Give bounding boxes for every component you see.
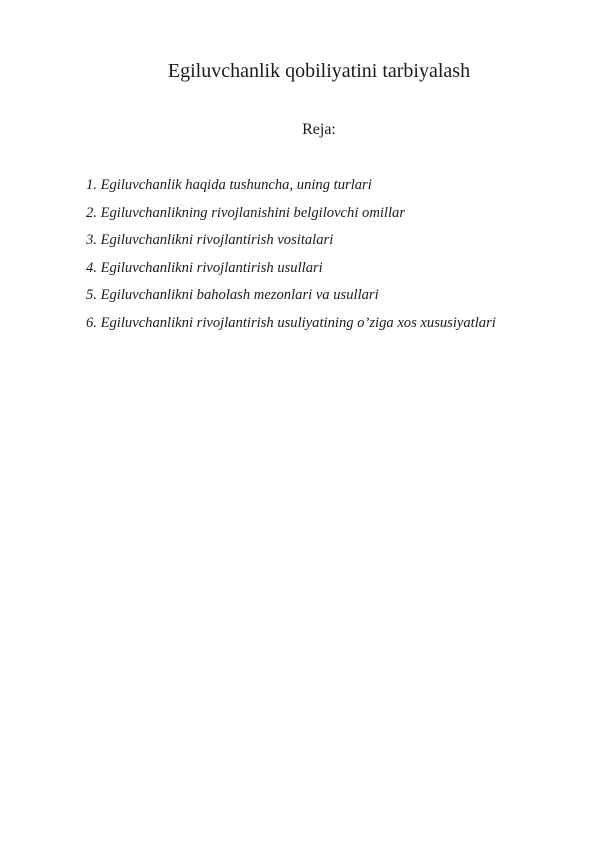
plan-item-5: 5. Egiluvchanlikni baholash mezonlari va usullari xyxy=(86,287,379,304)
plan-item-3: 3. Egiluvchanlikni rivojlantirish vositalari xyxy=(86,232,334,249)
plan-item-2: 2. Egiluvchanlikning rivojlanishini belgilovchi omillar xyxy=(86,204,405,221)
document-title: Egiluvchanlik qobiliyatini tarbiyalash xyxy=(167,60,471,82)
plan-item-6: 6. Egiluvchanlikni rivojlantirish usuliyatining o’ziga xos xususiyatlari xyxy=(86,314,496,331)
plan-item-1: 1. Egiluvchanlik haqida tushuncha, uning turlari xyxy=(86,177,372,193)
plan-heading: Reja: xyxy=(302,121,336,138)
plan-item-4: 4. Egiluvchanlikni rivojlantirish usullari xyxy=(86,259,323,276)
plan-list xyxy=(86,172,586,338)
